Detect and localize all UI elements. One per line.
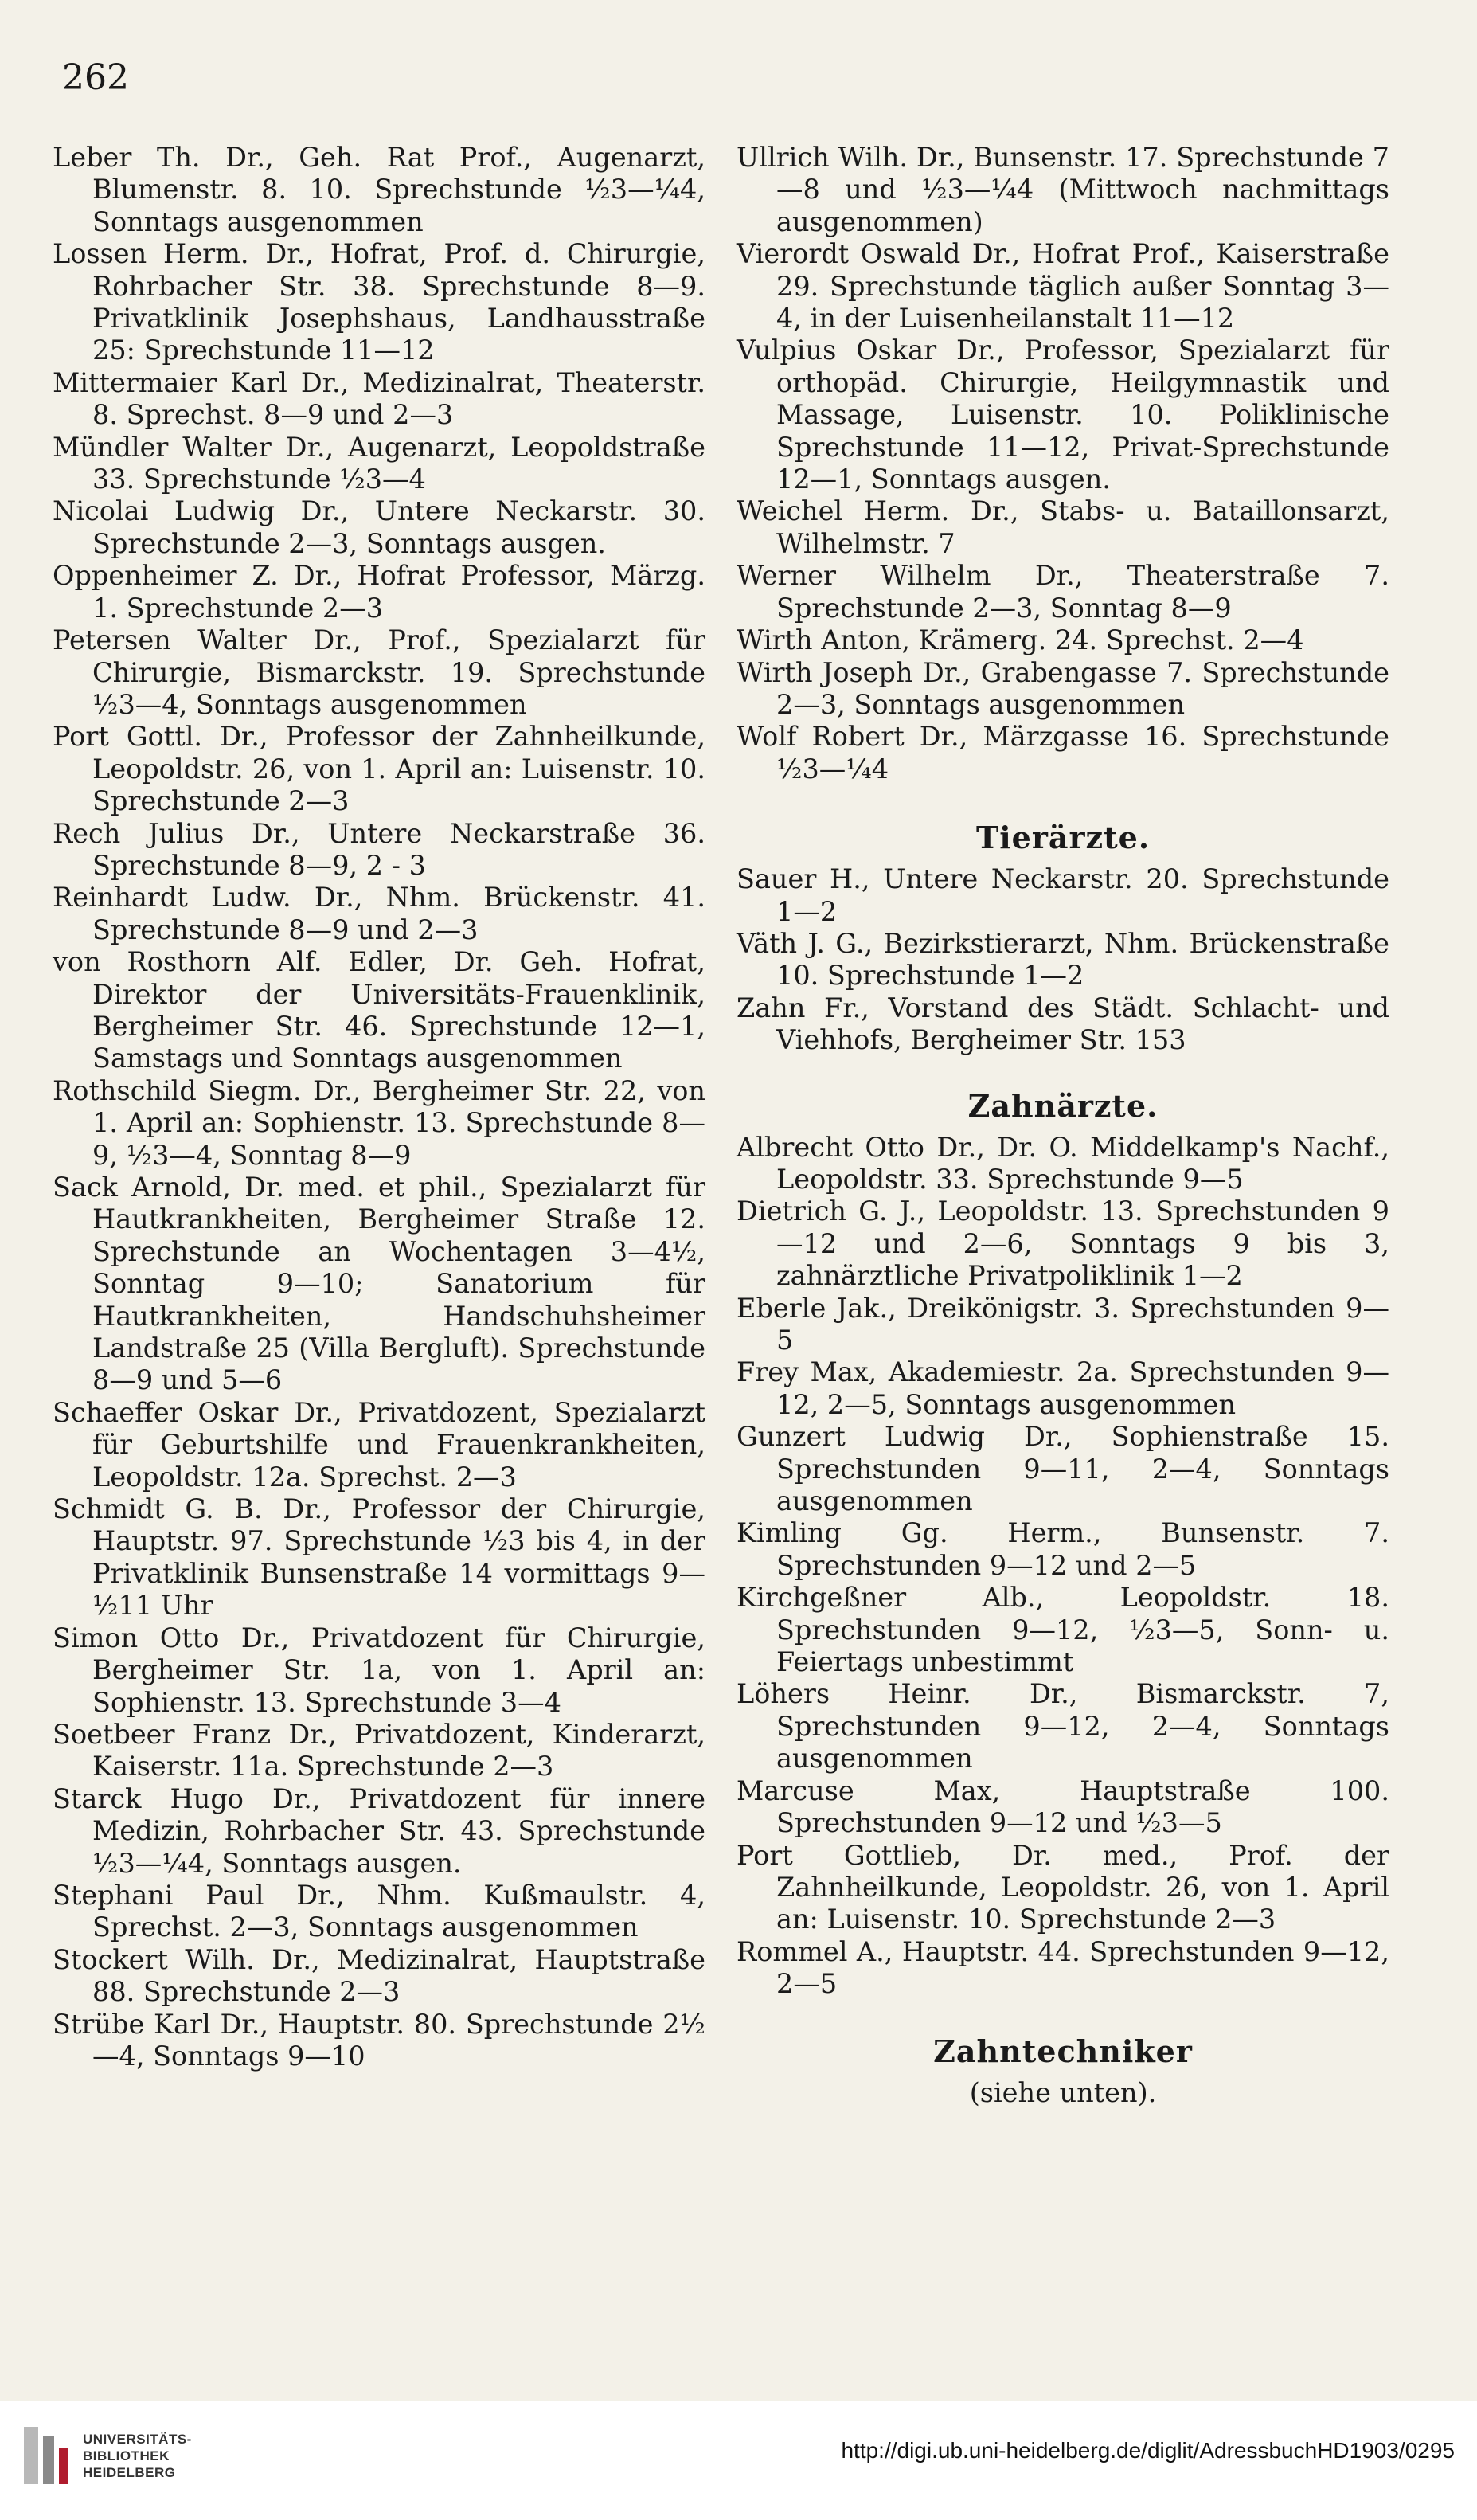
library-logo-icon — [24, 2427, 72, 2484]
directory-entry: Rommel A., Hauptstr. 44. Sprechstunden 9—12, 2—5 — [737, 1935, 1389, 2000]
directory-entry: Marcuse Max, Hauptstraße 100. Sprechstunden 9—12 und ½3—5 — [737, 1775, 1389, 1839]
library-logo — [24, 2427, 192, 2484]
directory-entry: Vulpius Oskar Dr., Professor, Spezialarzt für orthopäd. Chirurgie, Heilgymnastik und Massage, Luisenstr. 10. Poliklinische Sprechstunde 11—12, Privat-Sprechstunde 12—1, Sonntags ausgen. — [737, 335, 1389, 495]
directory-entry: Eberle Jak., Dreikönigstr. 3. Sprechstunden 9—5 — [737, 1292, 1389, 1356]
source-url-link[interactable]: http://digi.ub.uni-heidelberg.de/diglit/AdressbuchHD1903/0295 — [841, 2438, 1455, 2463]
directory-entry: Weichel Herm. Dr., Stabs- u. Bataillonsarzt, Wilhelmstr. 7 — [737, 495, 1389, 559]
directory-entry: Mündler Walter Dr., Augenarzt, Leopoldstraße 33. Sprechstunde ½3—4 — [53, 431, 705, 495]
directory-entry: Petersen Walter Dr., Prof., Spezialarzt für Chirurgie, Bismarckstr. 19. Sprechstunde ½3—4, Sonntags ausgenommen — [53, 624, 705, 720]
directory-entry: Werner Wilhelm Dr., Theaterstraße 7. Sprechstunde 2—3, Sonntag 8—9 — [737, 560, 1389, 624]
directory-entry: von Rosthorn Alf. Edler, Dr. Geh. Hofrat, Direktor der Universitäts-Frauenklinik, Bergheimer Str. 46. Sprechstunde 12—1, Samstags und Sonntags ausgenommen — [53, 946, 705, 1074]
directory-entry: Port Gottl. Dr., Professor der Zahnheilkunde, Leopoldstr. 26, von 1. April an: Luisenstr. 10. Sprechstunde 2—3 — [53, 721, 705, 817]
directory-entry: Simon Otto Dr., Privatdozent für Chirurgie, Bergheimer Str. 1a, von 1. April an: Sophienstr. 13. Sprechstunde 3—4 — [53, 1622, 705, 1718]
directory-entry: Rech Julius Dr., Untere Neckarstraße 36. Sprechstunde 8—9, 2 - 3 — [53, 817, 705, 881]
directory-entry: Mittermaier Karl Dr., Medizinalrat, Theaterstr. 8. Sprechst. 8—9 und 2—3 — [53, 366, 705, 431]
library-logo-text: UNIVERSITÄTS- BIBLIOTHEK HEIDELBERG — [83, 2431, 192, 2480]
directory-entry: Wirth Joseph Dr., Grabengasse 7. Sprechstunde 2—3, Sonntags ausgenommen — [737, 656, 1389, 720]
directory-entry: Wirth Anton, Krämerg. 24. Sprechst. 2—4 — [737, 624, 1304, 656]
directory-entry: Wolf Robert Dr., Märzgasse 16. Sprechstunde ½3—¼4 — [737, 721, 1389, 785]
section-heading-tieraerzte: Tierärzte. — [975, 820, 1151, 856]
directory-entry: Dietrich G. J., Leopoldstr. 13. Sprechstunden 9—12 und 2—6, Sonntags 9 bis 3, zahnärztliche Privatpoliklinik 1—2 — [737, 1195, 1389, 1292]
directory-entry: Sauer H., Untere Neckarstr. 20. Sprechstunde 1—2 — [737, 863, 1389, 927]
left-column — [53, 142, 705, 2072]
section-note: (siehe unten). — [969, 2076, 1157, 2108]
directory-entry: Nicolai Ludwig Dr., Untere Neckarstr. 30. Sprechstunde 2—3, Sonntags ausgen. — [53, 495, 705, 559]
directory-entry: Zahn Fr., Vorstand des Städt. Schlacht- und Viehhofs, Bergheimer Str. 153 — [737, 992, 1389, 1056]
directory-entry: Stephani Paul Dr., Nhm. Kußmaulstr. 4, Sprechst. 2—3, Sonntags ausgenommen — [53, 1879, 705, 1943]
section-heading-zahntechniker: Zahntechniker — [933, 2033, 1193, 2069]
directory-entry: Frey Max, Akademiestr. 2a. Sprechstunden 9—12, 2—5, Sonntags ausgenommen — [737, 1356, 1389, 1420]
directory-entry: Gunzert Ludwig Dr., Sophienstraße 15. Sprechstunden 9—11, 2—4, Sonntags ausgenommen — [737, 1421, 1389, 1517]
section-heading-zahnaerzte: Zahnärzte. — [967, 1087, 1159, 1124]
directory-entry: Schaeffer Oskar Dr., Privatdozent, Spezialarzt für Geburtshilfe und Frauenkrankheiten, Leopoldstr. 12a. Sprechst. 2—3 — [53, 1396, 705, 1493]
directory-entry: Lossen Herm. Dr., Hofrat, Prof. d. Chirurgie, Rohrbacher Str. 38. Sprechstunde 8—9. Privatklinik Josephshaus, Landhausstraße 25: Sprechstunde 11—12 — [53, 238, 705, 366]
directory-entry: Stockert Wilh. Dr., Medizinalrat, Hauptstraße 88. Sprechstunde 2—3 — [53, 1943, 705, 2008]
directory-entry: Rothschild Siegm. Dr., Bergheimer Str. 22, von 1. April an: Sophienstr. 13. Sprechstunde 8—9, ½3—4, Sonntag 8—9 — [53, 1074, 705, 1171]
page-number: 262 — [62, 57, 129, 98]
directory-entry: Albrecht Otto Dr., Dr. O. Middelkamp's Nachf., Leopoldstr. 33. Sprechstunde 9—5 — [737, 1131, 1389, 1195]
directory-entry: Leber Th. Dr., Geh. Rat Prof., Augenarzt, Blumenstr. 8. 10. Sprechstunde ½3—¼4, Sonntags ausgenommen — [53, 142, 705, 237]
footer-bar — [0, 2401, 1477, 2520]
directory-entry: Vierordt Oswald Dr., Hofrat Prof., Kaiserstraße 29. Sprechstunde täglich außer Sonntag 3—4, in der Luisenheilanstalt 11—12 — [737, 238, 1389, 335]
directory-entry: Kirchgeßner Alb., Leopoldstr. 18. Sprechstunden 9—12, ½3—5, Sonn- u. Feiertags unbestimmt — [737, 1582, 1389, 1678]
directory-entry: Soetbeer Franz Dr., Privatdozent, Kinderarzt, Kaiserstr. 11a. Sprechstunde 2—3 — [53, 1718, 705, 1782]
directory-entry: Port Gottlieb, Dr. med., Prof. der Zahnheilkunde, Leopoldstr. 26, von 1. April an: Luisenstr. 10. Sprechstunde 2—3 — [737, 1839, 1389, 1935]
directory-entry: Löhers Heinr. Dr., Bismarckstr. 7, Sprechstunden 9—12, 2—4, Sonntags ausgenommen — [737, 1678, 1389, 1775]
directory-entry: Oppenheimer Z. Dr., Hofrat Professor, Märzg. 1. Sprechstunde 2—3 — [53, 560, 705, 624]
directory-entry: Strübe Karl Dr., Hauptstr. 80. Sprechstunde 2½—4, Sonntags 9—10 — [53, 2008, 705, 2072]
directory-entry: Reinhardt Ludw. Dr., Nhm. Brückenstr. 41. Sprechstunde 8—9 und 2—3 — [53, 882, 705, 945]
directory-entry: Schmidt G. B. Dr., Professor der Chirurgie, Hauptstr. 97. Sprechstunde ½3 bis 4, in der Privatklinik Bunsenstraße 14 vormittags 9—½11 Uhr — [53, 1493, 705, 1622]
directory-entry: Kimling Gg. Herm., Bunsenstr. 7. Sprechstunden 9—12 und 2—5 — [737, 1517, 1389, 1581]
right-column — [737, 142, 1389, 2109]
directory-entry: Starck Hugo Dr., Privatdozent für innere Medizin, Rohrbacher Str. 43. Sprechstunde ½3—¼4, Sonntags ausgen. — [53, 1782, 705, 1879]
directory-entry: Väth J. G., Bezirkstierarzt, Nhm. Brückenstraße 10. Sprechstunde 1—2 — [737, 927, 1389, 992]
directory-entry: Ullrich Wilh. Dr., Bunsenstr. 17. Sprechstunde 7—8 und ½3—¼4 (Mittwoch nachmittags ausgenommen) — [737, 142, 1389, 237]
directory-entry: Sack Arnold, Dr. med. et phil., Spezialarzt für Hautkrankheiten, Bergheimer Straße 12. Sprechstunde an Wochentagen 3—4½, Sonntag 9—10; Sanatorium für Hautkrankheiten, Handschuhsheimer Landstraße 25 (Villa Bergluft). Sprechstunde 8—9 und 5—6 — [53, 1172, 705, 1396]
